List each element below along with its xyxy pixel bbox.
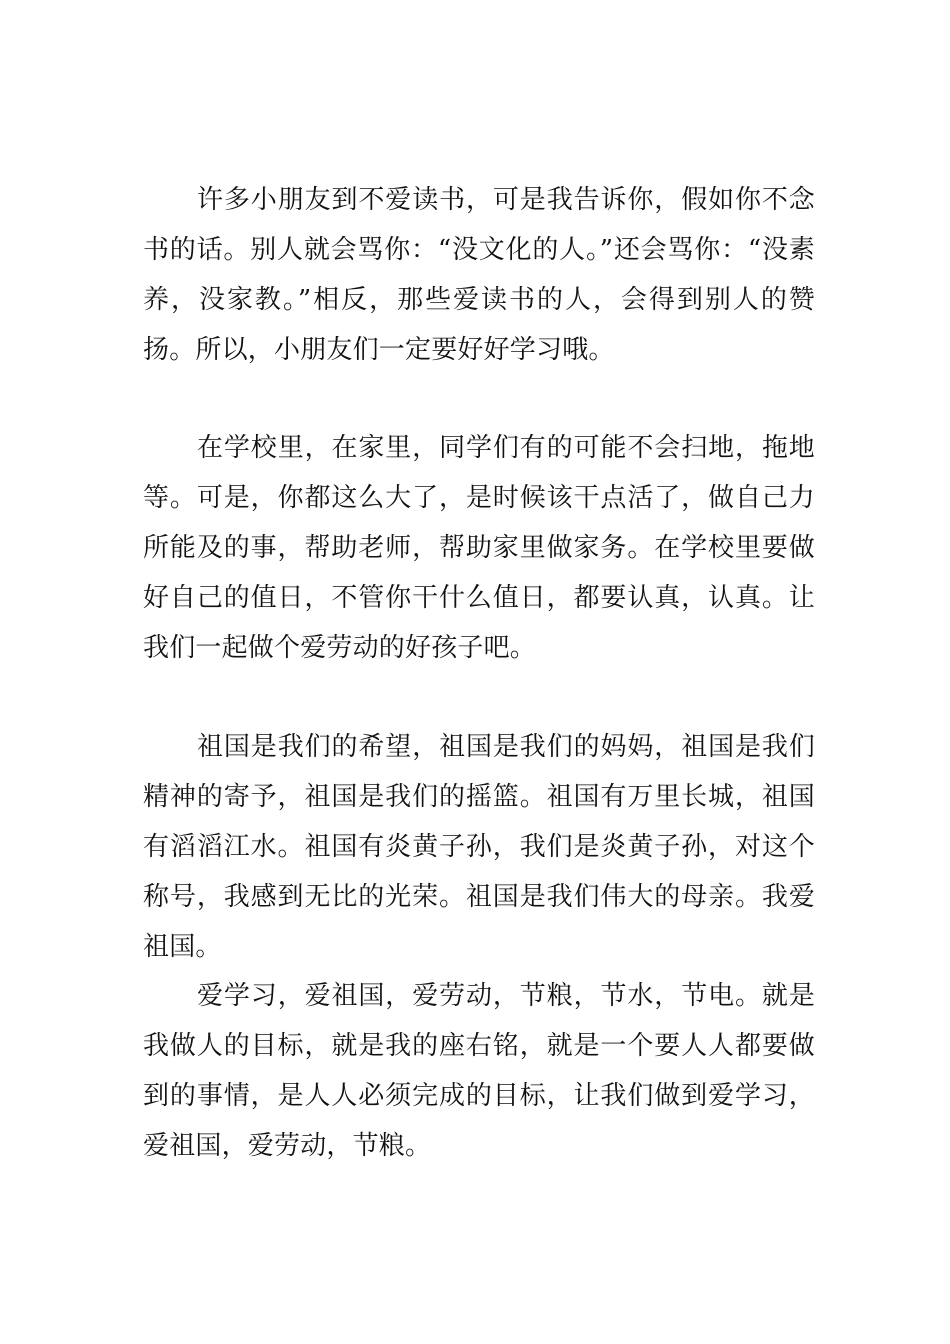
paragraph-motherland: 祖国是我们的希望，祖国是我们的妈妈，祖国是我们精神的寄予，祖国是我们的摇篮。祖国有万里长城，祖国有滔滔江水。祖国有炎黄子孙，我们是炎黄子孙，对这个称号，我感到无比的光荣。祖国是我们伟大的母亲。我爱祖国。: [143, 732, 815, 962]
paragraph-goals: 爱学习，爱祖国，爱劳动，节粮，节水，节电。就是我做人的目标，就是我的座右铭，就是一个要人人都要做到的事情，是人人必须完成的目标，让我们做到爱学习，爱祖国，爱劳动，节粮。: [143, 981, 815, 1161]
paragraph-labor: 在学校里，在家里，同学们有的可能不会扫地，拖地等。可是，你都这么大了，是时候该干点活了，做自己力所能及的事，帮助老师，帮助家里做家务。在学校里要做好自己的值日，不管你干什么值日，都要认真，认真。让我们一起做个爱劳动的好孩子吧。: [143, 433, 815, 663]
paragraph-reading: 许多小朋友到不爱读书，可是我告诉你，假如你不念书的话。别人就会骂你：“没文化的人。”还会骂你：“没素养，没家教。”相反，那些爱读书的人，会得到别人的赞扬。所以，小朋友们一定要好好学习哦。: [143, 185, 815, 365]
